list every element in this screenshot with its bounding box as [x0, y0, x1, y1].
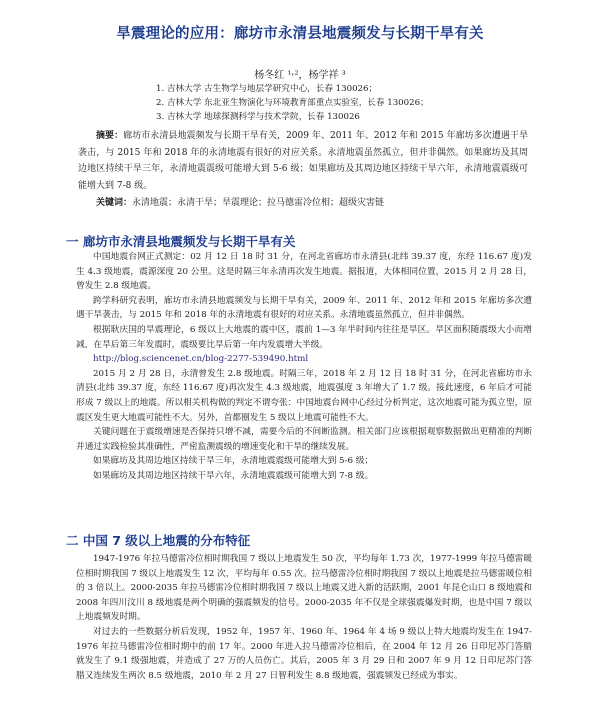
section-1-body: [76, 250, 532, 484]
paragraph: 对过去的一些数据分析后发现，1952 年，1957 年、1960 年、1964 年 4 场 9 级以上特大地震均发生在 1947-1976 年拉马德雷冷位相时期中的前 17 年。2000 年进入拉马德雷冷位相后，在 2004 年 12 月 26 日印尼苏门答腊就发生了 9.1 级强地震，并造成了 27 万的人员伤亡。其后，2005 年 3 月 29 日和 2007 年 9 月 12 日印尼苏门答腊又连续发生两次 8.5 级地震，2010 年 2 月 27 日智利发生 8.8 级地震，强震频发已经成为事实。: [76, 626, 532, 681]
paragraph: 如果廊坊及其周边地区持续干旱六年，永清地震震级可能增大到 7-8 级。: [93, 470, 374, 481]
paragraph: 跨学科研究表明，廊坊市永清县地震频发与长期干旱有关，2009 年、2011 年、2012 年和 2015 年廊坊多次遭遇干旱袭击，与 2015 年和 2018 年的永清地震有很好的对应关系。永清地震虽然孤立，但并非偶然。: [76, 295, 532, 321]
affiliation-item: 2. 吉林大学 东北亚生物演化与环境教育部重点实验室，长春 130026；: [156, 98, 429, 108]
reference-link[interactable]: http://blog.sciencenet.cn/blog-2277-539490.html: [93, 354, 309, 365]
keywords-text: 永清地震；永清干旱；旱震理论；拉马德雷冷位相；超级灾害链: [132, 198, 385, 208]
abstract-label: 摘要：: [96, 131, 124, 141]
section-heading-2: 二 中国 7 级以上地震的分布特征: [66, 533, 251, 548]
author-line: 杨冬红 ¹˒²，杨学祥 ³: [254, 70, 346, 81]
paragraph: 中国地震台网正式测定：02 月 12 日 18 时 31 分，在河北省廊坊市永清县(北纬 39.37 度，东经 116.67 度)发生 4.3 级地震，震源深度 20 公里。这是时隔三年永清再次发生地震。据报道，大体相同位置，2015 月 2 月 28 日，曾发生 2.8 级地震。: [76, 252, 532, 292]
paragraph: 如果廊坊及其周边地区持续干旱三年，永清地震震级可能增大到 5-6 级；: [93, 456, 374, 467]
abstract-text: 廊坊市永清县地震频发与长期干旱有关，2009 年、2011 年、2012 年和 2015 年廊坊多次遭遇干旱袭击，与 2015 年和 2018 年的永清地震有很好的对应关系。永清地震虽然孤立，但并非偶然。如果廊坊及其周边地区持续干旱三年，永清地震震级可能增大到 5-6 级；如果廊坊及其周边地区持续干旱六年，永清地震震级可能增大到 7-8 级。: [78, 131, 528, 191]
paper-title: 旱震理论的应用：廊坊市永清县地震频发与长期干旱有关: [116, 26, 484, 42]
paragraph: 关键问题在于震级增速是否保持只增不减，需要今后的不间断监测。相关部门应该根据观察数据做出更精准的判断并通过实践检验其准确性，严密监测震级的增速变化和干旱的继续发展。: [76, 427, 532, 452]
paragraph: 1947-1976 年拉马德雷冷位相时期我国 7 级以上地震发生 50 次，平均每年 1.73 次，1977-1999 年拉马德雷暖位相时期我国 7 级以上地震发生 12 次，平均每年 0.55 次。拉马德雷冷位相时期我国 7 级以上地震是拉马德雷暖位相的 3 倍以上。2000-2035 年拉马德雷冷位相时期我国 7 级以上地震又进入新的活跃期，2001 年昆仑山口 8 级地震和 2008 年四川汶川 8 级地震是两个明确的强震频发的信号。2000-2035 年不仅是全球强震爆发时期，也是中国 7 级以上地震频发时期。: [76, 554, 533, 623]
section-heading-1: 一 廊坊市永清县地震频发与长期干旱有关: [66, 234, 296, 249]
paragraph: 根据耿庆国的旱震理论，6 级以上大地震的震中区，震前 1—3 年半时间内往往是旱区。旱区面积随震级大小而增减，在旱后第三年发震时，震级要比旱后第一年内发震增大半级。: [76, 324, 532, 350]
affiliation-item: 3. 吉林大学 地球探测科学与技术学院，长春 130026: [156, 112, 360, 122]
affiliation-list: [156, 82, 429, 124]
keywords-label: 关键词：: [96, 198, 133, 208]
paragraph: 2015 月 2 月 28 日，永清曾发生 2.8 级地震。时隔三年，2018 年 2 月 12 日 18 时 31 分，在河北省廊坊市永清县(北纬 39.37 度，东经 116.67 度)再次发生 4.3 级地震，地震强度 3 年增大了 1.7 级。接此速度，6 年后才可能形成 7 级以上的地震。所以相关机构做的判定不谓夸张：中国地震台网中心经过分析判定，这次地震可能为孤立型，原震区发生更大地震可能性不大。另外，首都圈发生 5 级以上地震可能性不大。: [76, 368, 532, 423]
abstract-block: [78, 128, 528, 212]
affiliation-item: 1. 吉林大学 古生物学与地层学研究中心，长春 130026；: [156, 84, 378, 94]
section-2-body: [76, 552, 532, 683]
